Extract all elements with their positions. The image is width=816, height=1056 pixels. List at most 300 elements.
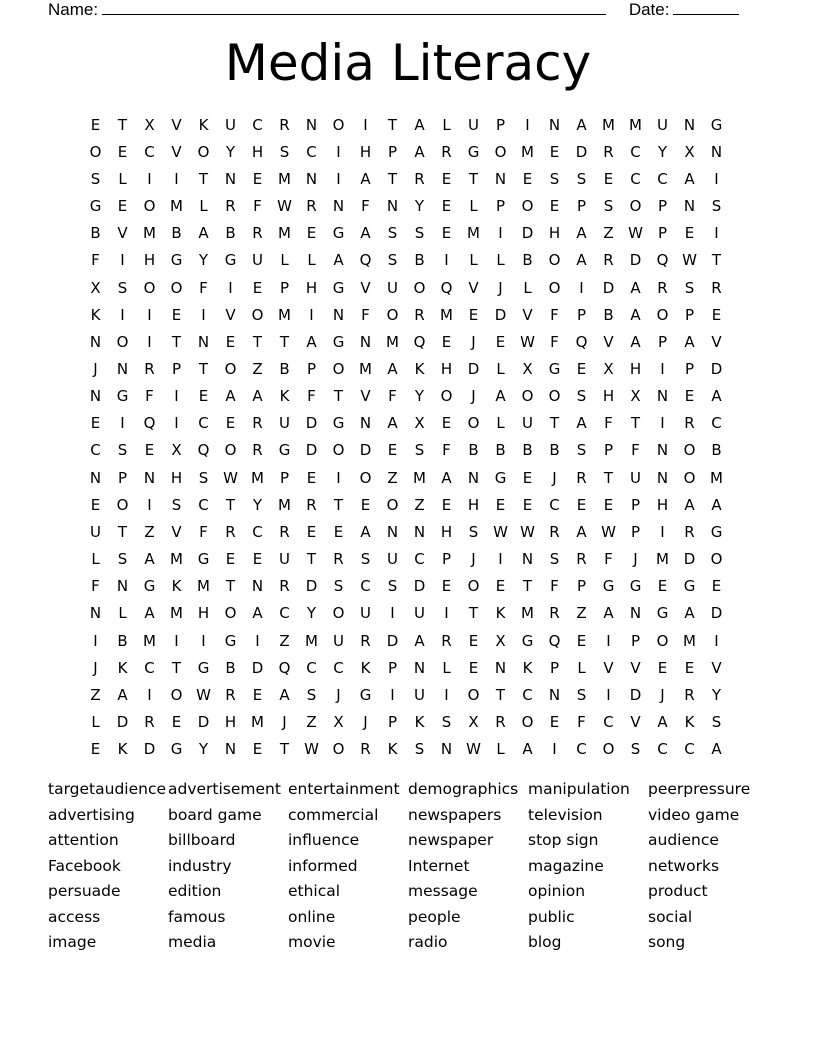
grid-letter: O bbox=[116, 495, 129, 514]
grid-letter: S bbox=[549, 169, 560, 188]
grid-letter: N bbox=[683, 197, 696, 216]
grid-letter: E bbox=[252, 550, 263, 569]
grid-letter: O bbox=[710, 550, 723, 569]
grid-letter: L bbox=[496, 740, 505, 759]
grid-letter: Q bbox=[197, 441, 210, 460]
grid-letter: G bbox=[224, 251, 237, 270]
grid-letter: D bbox=[197, 713, 210, 732]
grid-letter: R bbox=[684, 522, 695, 541]
grid-letter: C bbox=[360, 577, 371, 596]
grid-letter: R bbox=[279, 577, 290, 596]
grid-letter: T bbox=[468, 604, 479, 623]
grid-letter: Z bbox=[90, 685, 101, 704]
grid-letter: C bbox=[306, 658, 317, 677]
grid-letter: G bbox=[548, 359, 561, 378]
grid-letter: K bbox=[414, 713, 425, 732]
grid-letter: I bbox=[336, 468, 341, 487]
grid-letter: T bbox=[225, 495, 236, 514]
word-list-item: advertising bbox=[48, 805, 135, 824]
grid-letter: F bbox=[604, 414, 613, 433]
grid-letter: C bbox=[630, 169, 641, 188]
grid-letter: R bbox=[549, 522, 560, 541]
grid-letter: A bbox=[144, 604, 155, 623]
grid-letter: E bbox=[603, 495, 614, 514]
grid-letter: A bbox=[576, 115, 587, 134]
grid-letter: V bbox=[171, 142, 182, 161]
grid-letter: S bbox=[171, 495, 182, 514]
grid-letter: U bbox=[414, 604, 425, 623]
grid-letter: B bbox=[468, 441, 479, 460]
grid-letter: I bbox=[93, 631, 98, 650]
grid-letter: T bbox=[117, 115, 128, 134]
grid-letter: O bbox=[359, 468, 372, 487]
grid-letter: E bbox=[441, 577, 452, 596]
word-list-item: audience bbox=[648, 831, 719, 849]
grid-letter: N bbox=[413, 658, 426, 677]
grid-letter: O bbox=[467, 414, 480, 433]
grid-letter: N bbox=[359, 332, 372, 351]
grid-letter: A bbox=[630, 305, 641, 324]
grid-letter: V bbox=[117, 224, 128, 243]
grid-letter: L bbox=[442, 658, 451, 677]
grid-letter: C bbox=[684, 740, 695, 759]
grid-letter: K bbox=[117, 740, 128, 759]
grid-letter: W bbox=[628, 224, 643, 243]
grid-letter: P bbox=[171, 359, 182, 378]
grid-letter: S bbox=[198, 468, 209, 487]
grid-letter: C bbox=[603, 713, 614, 732]
grid-letter: E bbox=[252, 169, 263, 188]
grid-letter: M bbox=[170, 550, 183, 569]
grid-letter: W bbox=[223, 468, 238, 487]
grid-letter: L bbox=[307, 251, 316, 270]
grid-letter: I bbox=[201, 305, 206, 324]
grid-letter: E bbox=[603, 169, 614, 188]
grid-letter: A bbox=[144, 550, 155, 569]
word-list-item: product bbox=[648, 882, 708, 900]
grid-letter: G bbox=[710, 522, 723, 541]
grid-letter: O bbox=[224, 359, 237, 378]
grid-letter: I bbox=[336, 142, 341, 161]
grid-letter: A bbox=[684, 169, 695, 188]
grid-letter: N bbox=[89, 468, 102, 487]
word-list-item: Internet bbox=[408, 856, 470, 875]
grid-letter: N bbox=[224, 169, 237, 188]
word-list-item: song bbox=[648, 933, 686, 951]
grid-letter: N bbox=[494, 658, 507, 677]
grid-letter: J bbox=[336, 685, 341, 704]
grid-letter: I bbox=[660, 414, 665, 433]
grid-letter: E bbox=[576, 495, 587, 514]
grid-letter: A bbox=[360, 224, 371, 243]
grid-letter: T bbox=[225, 577, 236, 596]
grid-letter: D bbox=[494, 305, 507, 324]
grid-letter: Z bbox=[414, 495, 425, 514]
grid-letter: K bbox=[171, 577, 182, 596]
grid-letter: K bbox=[198, 115, 209, 134]
grid-letter: A bbox=[225, 387, 236, 406]
grid-letter: E bbox=[171, 305, 182, 324]
grid-letter: W bbox=[196, 685, 211, 704]
grid-letter: Y bbox=[414, 197, 425, 216]
grid-letter: U bbox=[657, 115, 668, 134]
grid-letter: U bbox=[522, 414, 533, 433]
grid-letter: O bbox=[683, 441, 696, 460]
grid-letter: R bbox=[306, 495, 317, 514]
grid-letter: T bbox=[279, 740, 290, 759]
grid-letter: A bbox=[603, 604, 614, 623]
grid-letter: N bbox=[656, 468, 669, 487]
grid-letter: E bbox=[441, 495, 452, 514]
grid-letter: B bbox=[603, 305, 614, 324]
grid-letter: W bbox=[304, 740, 319, 759]
grid-letter: X bbox=[603, 359, 614, 378]
word-list-item: magazine bbox=[528, 856, 604, 875]
grid-letter: M bbox=[602, 115, 615, 134]
grid-letter: C bbox=[657, 169, 668, 188]
grid-letter: M bbox=[251, 713, 264, 732]
grid-letter: A bbox=[711, 387, 722, 406]
grid-letter: P bbox=[306, 359, 317, 378]
grid-letter: J bbox=[660, 685, 665, 704]
grid-letter: A bbox=[252, 604, 263, 623]
grid-letter: U bbox=[90, 522, 101, 541]
grid-letter: P bbox=[279, 278, 290, 297]
word-list-item: opinion bbox=[528, 882, 586, 900]
grid-letter: G bbox=[197, 658, 210, 677]
grid-letter: T bbox=[333, 495, 344, 514]
grid-letter: O bbox=[656, 305, 669, 324]
grid-letter: E bbox=[225, 550, 236, 569]
grid-letter: I bbox=[120, 414, 125, 433]
grid-letter: I bbox=[444, 685, 449, 704]
grid-letter: P bbox=[657, 332, 668, 351]
grid-letter: I bbox=[228, 278, 233, 297]
grid-letter: H bbox=[467, 495, 480, 514]
grid-letter: H bbox=[170, 468, 183, 487]
grid-letter: I bbox=[120, 251, 125, 270]
grid-letter: N bbox=[386, 197, 399, 216]
grid-letter: C bbox=[414, 550, 425, 569]
grid-letter: T bbox=[630, 414, 641, 433]
grid-letter: O bbox=[116, 332, 129, 351]
grid-letter: E bbox=[576, 359, 587, 378]
grid-letter: U bbox=[279, 414, 290, 433]
grid-letter: E bbox=[441, 197, 452, 216]
grid-letter: X bbox=[468, 713, 479, 732]
date-field-line[interactable] bbox=[673, 0, 739, 15]
grid-letter: K bbox=[117, 658, 128, 677]
grid-letter: N bbox=[116, 359, 129, 378]
grid-letter: P bbox=[576, 305, 587, 324]
grid-letter: J bbox=[471, 387, 476, 406]
grid-letter: T bbox=[495, 685, 506, 704]
grid-letter: L bbox=[523, 278, 532, 297]
grid-letter: I bbox=[606, 685, 611, 704]
word-list-item: board game bbox=[168, 805, 262, 824]
grid-letter: P bbox=[684, 359, 695, 378]
grid-letter: R bbox=[360, 631, 371, 650]
grid-letter: Z bbox=[144, 522, 155, 541]
grid-letter: W bbox=[277, 197, 292, 216]
grid-letter: M bbox=[143, 224, 156, 243]
grid-letter: S bbox=[306, 685, 317, 704]
grid-letter: D bbox=[359, 441, 372, 460]
grid-letter: R bbox=[576, 468, 587, 487]
grid-letter: F bbox=[91, 577, 100, 596]
name-field-line[interactable] bbox=[102, 0, 606, 15]
grid-letter: A bbox=[711, 495, 722, 514]
word-list-item: entertainment bbox=[288, 780, 400, 798]
grid-letter: H bbox=[143, 251, 156, 270]
grid-letter: B bbox=[225, 224, 236, 243]
grid-letter: E bbox=[576, 631, 587, 650]
grid-letter: P bbox=[495, 115, 506, 134]
word-search-grid bbox=[82, 111, 730, 763]
grid-letter: O bbox=[332, 115, 345, 134]
header bbox=[48, 0, 748, 20]
grid-letter: A bbox=[684, 495, 695, 514]
grid-letter: A bbox=[576, 414, 587, 433]
grid-letter: Q bbox=[656, 251, 669, 270]
grid-letter: C bbox=[306, 142, 317, 161]
grid-letter: P bbox=[387, 142, 398, 161]
grid-letter: S bbox=[414, 441, 425, 460]
grid-letter: Z bbox=[576, 604, 587, 623]
grid-letter: D bbox=[413, 577, 426, 596]
grid-letter: A bbox=[333, 251, 344, 270]
grid-letter: P bbox=[576, 197, 587, 216]
grid-letter: H bbox=[548, 224, 561, 243]
grid-letter: H bbox=[602, 387, 615, 406]
grid-letter: G bbox=[332, 224, 345, 243]
grid-letter: D bbox=[251, 658, 264, 677]
grid-letter: K bbox=[387, 740, 398, 759]
grid-letter: B bbox=[414, 251, 425, 270]
grid-letter: I bbox=[444, 251, 449, 270]
grid-letter: V bbox=[360, 278, 371, 297]
grid-letter: Z bbox=[387, 468, 398, 487]
grid-letter: G bbox=[602, 577, 615, 596]
grid-letter: N bbox=[710, 142, 723, 161]
grid-letter: U bbox=[414, 685, 425, 704]
grid-letter: O bbox=[197, 142, 210, 161]
grid-letter: D bbox=[386, 631, 399, 650]
grid-letter: C bbox=[657, 740, 668, 759]
grid-letter: V bbox=[225, 305, 236, 324]
grid-letter: V bbox=[522, 305, 533, 324]
grid-letter: N bbox=[305, 115, 318, 134]
grid-letter: U bbox=[360, 604, 371, 623]
grid-letter: R bbox=[684, 685, 695, 704]
grid-letter: O bbox=[332, 740, 345, 759]
grid-letter: E bbox=[144, 441, 155, 460]
grid-letter: J bbox=[93, 359, 98, 378]
grid-letter: M bbox=[467, 224, 480, 243]
grid-letter: E bbox=[495, 577, 506, 596]
grid-letter: S bbox=[117, 441, 128, 460]
grid-letter: C bbox=[252, 115, 263, 134]
grid-letter: M bbox=[197, 577, 210, 596]
grid-letter: W bbox=[601, 522, 616, 541]
grid-letter: O bbox=[548, 251, 561, 270]
word-list-item: persuade bbox=[48, 882, 121, 900]
word-list-item: image bbox=[48, 933, 97, 951]
word-list-item: networks bbox=[648, 856, 720, 875]
grid-letter: P bbox=[576, 577, 587, 596]
grid-letter: E bbox=[252, 740, 263, 759]
word-list-item: targetaudience bbox=[48, 780, 167, 798]
grid-letter: K bbox=[90, 305, 101, 324]
grid-letter: U bbox=[279, 550, 290, 569]
grid-letter: G bbox=[467, 142, 480, 161]
grid-letter: K bbox=[279, 387, 290, 406]
grid-letter: R bbox=[333, 550, 344, 569]
grid-letter: O bbox=[467, 685, 480, 704]
grid-letter: V bbox=[711, 658, 722, 677]
grid-letter: E bbox=[441, 414, 452, 433]
grid-letter: M bbox=[629, 115, 642, 134]
grid-letter: J bbox=[471, 550, 476, 569]
grid-letter: G bbox=[332, 332, 345, 351]
grid-letter: E bbox=[90, 740, 101, 759]
grid-letter: J bbox=[471, 332, 476, 351]
grid-letter: O bbox=[332, 359, 345, 378]
word-list-item: video game bbox=[648, 805, 740, 824]
grid-letter: L bbox=[442, 115, 451, 134]
grid-letter: O bbox=[548, 278, 561, 297]
grid-letter: R bbox=[657, 278, 668, 297]
grid-letter: O bbox=[170, 685, 183, 704]
word-list-item: online bbox=[288, 907, 336, 926]
grid-letter: I bbox=[579, 278, 584, 297]
grid-letter: A bbox=[414, 142, 425, 161]
grid-letter: G bbox=[197, 550, 210, 569]
grid-letter: I bbox=[714, 224, 719, 243]
grid-letter: N bbox=[413, 522, 426, 541]
grid-letter: D bbox=[305, 441, 318, 460]
grid-letter: Z bbox=[252, 359, 263, 378]
grid-letter: O bbox=[143, 197, 156, 216]
grid-letter: S bbox=[360, 550, 371, 569]
grid-letter: J bbox=[282, 713, 287, 732]
grid-letter: T bbox=[603, 468, 614, 487]
grid-letter: A bbox=[279, 685, 290, 704]
grid-letter: I bbox=[174, 169, 179, 188]
word-list-item: newspapers bbox=[408, 805, 502, 824]
grid-letter: I bbox=[147, 305, 152, 324]
grid-letter: O bbox=[224, 604, 237, 623]
word-list-item: public bbox=[528, 907, 575, 926]
grid-letter: E bbox=[198, 387, 209, 406]
grid-letter: E bbox=[468, 658, 479, 677]
grid-letter: M bbox=[386, 332, 399, 351]
grid-letter: D bbox=[521, 224, 534, 243]
grid-letter: Q bbox=[359, 251, 372, 270]
grid-letter: U bbox=[225, 115, 236, 134]
grid-letter: X bbox=[414, 414, 425, 433]
grid-letter: R bbox=[414, 169, 425, 188]
grid-letter: L bbox=[280, 251, 289, 270]
grid-letter: P bbox=[387, 713, 398, 732]
grid-letter: R bbox=[144, 359, 155, 378]
grid-letter: Q bbox=[440, 278, 453, 297]
grid-letter: N bbox=[494, 169, 507, 188]
grid-letter: T bbox=[306, 550, 317, 569]
grid-letter: F bbox=[604, 550, 613, 569]
grid-letter: I bbox=[552, 740, 557, 759]
grid-letter: G bbox=[683, 577, 696, 596]
grid-letter: N bbox=[386, 522, 399, 541]
grid-letter: L bbox=[91, 713, 100, 732]
grid-letter: W bbox=[466, 740, 481, 759]
grid-letter: I bbox=[147, 685, 152, 704]
grid-letter: M bbox=[251, 468, 264, 487]
grid-letter: U bbox=[333, 631, 344, 650]
grid-letter: S bbox=[576, 169, 587, 188]
grid-letter: I bbox=[120, 305, 125, 324]
grid-letter: O bbox=[656, 631, 669, 650]
grid-letter: G bbox=[710, 115, 723, 134]
grid-letter: A bbox=[414, 631, 425, 650]
grid-letter: E bbox=[549, 197, 560, 216]
grid-letter: N bbox=[629, 604, 642, 623]
grid-letter: N bbox=[305, 169, 318, 188]
word-list-item: billboard bbox=[168, 831, 236, 849]
grid-letter: T bbox=[333, 387, 344, 406]
grid-letter: D bbox=[710, 359, 723, 378]
grid-letter: I bbox=[660, 522, 665, 541]
grid-letter: I bbox=[174, 387, 179, 406]
grid-letter: A bbox=[252, 387, 263, 406]
grid-letter: E bbox=[117, 142, 128, 161]
grid-letter: O bbox=[467, 577, 480, 596]
word-list-item: movie bbox=[288, 933, 336, 951]
grid-letter: D bbox=[629, 251, 642, 270]
grid-letter: A bbox=[576, 251, 587, 270]
grid-letter: T bbox=[198, 359, 209, 378]
grid-letter: H bbox=[224, 713, 237, 732]
grid-letter: S bbox=[684, 278, 695, 297]
grid-letter: T bbox=[171, 658, 182, 677]
word-list-item: peerpressure bbox=[648, 780, 751, 798]
grid-letter: E bbox=[333, 522, 344, 541]
grid-letter: S bbox=[387, 577, 398, 596]
grid-letter: E bbox=[657, 658, 668, 677]
grid-letter: C bbox=[279, 604, 290, 623]
grid-letter: T bbox=[198, 169, 209, 188]
grid-letter: H bbox=[197, 604, 210, 623]
grid-letter: G bbox=[494, 468, 507, 487]
grid-letter: T bbox=[522, 577, 533, 596]
grid-letter: B bbox=[522, 251, 533, 270]
grid-letter: Q bbox=[413, 332, 426, 351]
grid-letter: M bbox=[278, 224, 291, 243]
grid-letter: N bbox=[251, 577, 264, 596]
grid-letter: D bbox=[116, 713, 129, 732]
page-title: Media Literacy bbox=[224, 34, 592, 92]
grid-letter: W bbox=[520, 332, 535, 351]
grid-letter: K bbox=[360, 658, 371, 677]
grid-letter: E bbox=[360, 495, 371, 514]
grid-letter: S bbox=[549, 550, 560, 569]
grid-letter: E bbox=[711, 305, 722, 324]
grid-letter: F bbox=[388, 387, 397, 406]
grid-letter: I bbox=[174, 631, 179, 650]
grid-letter: O bbox=[170, 278, 183, 297]
word-list-item: ethical bbox=[288, 882, 341, 900]
grid-letter: E bbox=[441, 224, 452, 243]
